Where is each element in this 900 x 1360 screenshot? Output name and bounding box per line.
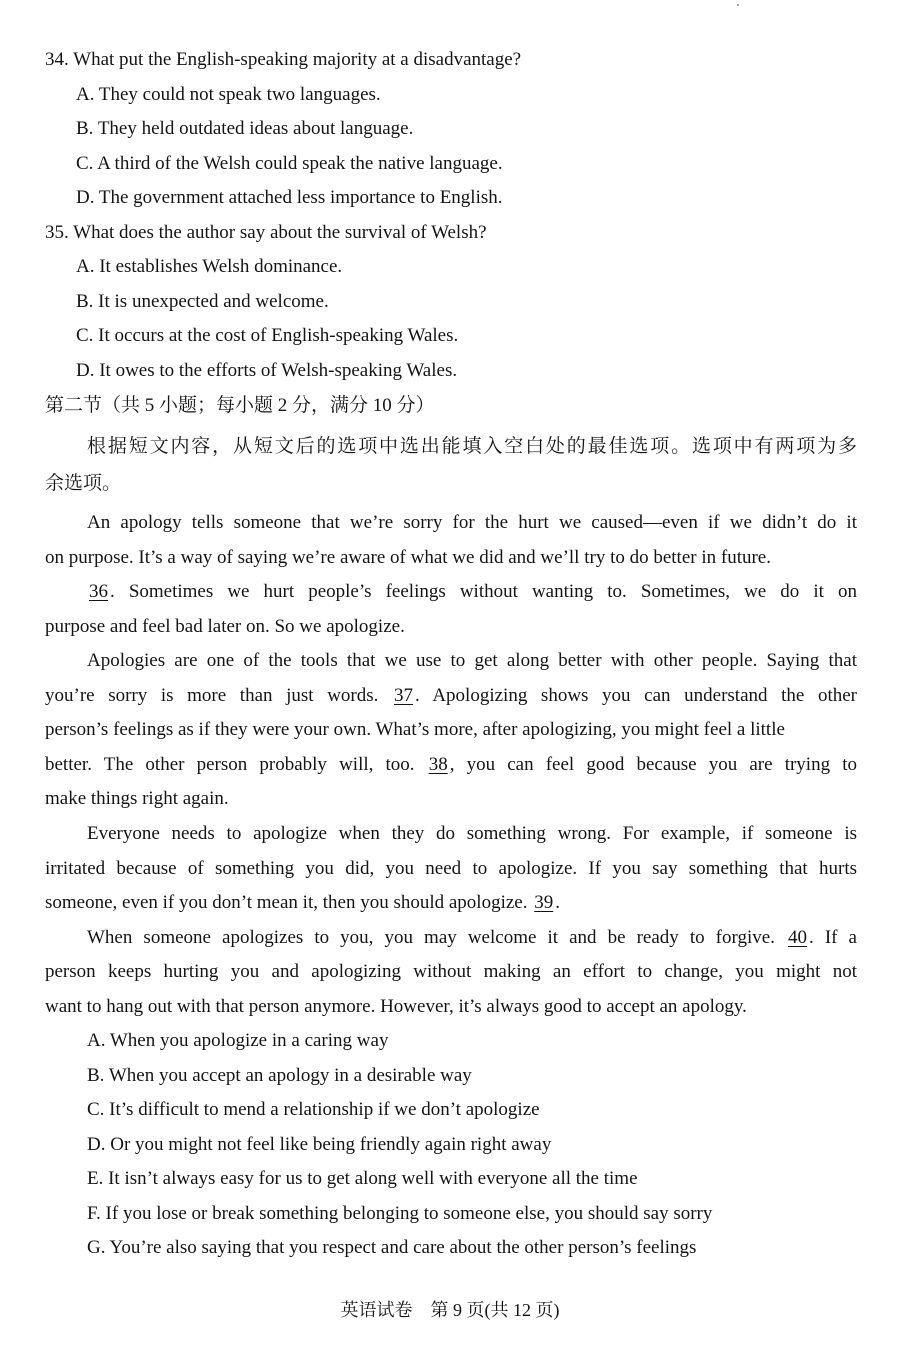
blank-37[interactable]: 37 — [394, 685, 414, 706]
section-2-instruction-line-2: 余选项。 — [45, 473, 122, 494]
choice-e: E. It isn’t always easy for us to get along well with everyone all the time — [87, 1168, 638, 1189]
passage-p3-line-2: you’re sorry is more than just words. 37 . Apologizing shows you can understand the other — [45, 685, 857, 706]
question-34-option-b: B. They held outdated ideas about language. — [76, 118, 414, 139]
scan-speck — [737, 4, 739, 6]
blank-38[interactable]: 38 — [428, 754, 448, 775]
passage-p4-line-3: someone, even if you don’t mean it, then you should apologize. 39 . — [45, 892, 560, 913]
passage-p4-line-1: Everyone needs to apologize when they do something wrong. For example, if someone is — [87, 823, 857, 844]
question-34-option-d: D. The government attached less importance to English. — [76, 187, 503, 208]
section-2-instruction-line-1: 根据短文内容，从短文后的选项中选出能填入空白处的最佳选项。选项中有两项为多 — [87, 436, 857, 457]
question-35-option-b: B. It is unexpected and welcome. — [76, 291, 329, 312]
question-34-option-a: A. They could not speak two languages. — [76, 84, 381, 105]
passage-p3-line-1: Apologies are one of the tools that we use to get along better with other people. Saying that — [87, 650, 857, 671]
section-2-title: 第二节（共 5 小题；每小题 2 分，满分 10 分） — [45, 395, 435, 416]
passage-p4-line-2: irritated because of something you did, you need to apologize. If you say something that hurts — [45, 858, 857, 879]
passage-p2-line-2: purpose and feel bad later on. So we apologize. — [45, 616, 405, 637]
question-35-option-a: A. It establishes Welsh dominance. — [76, 256, 343, 277]
choice-c: C. It’s difficult to mend a relationship if we don’t apologize — [87, 1099, 540, 1120]
passage-p5-line-2: person keeps hurting you and apologizing without making an effort to change, you might not — [45, 961, 857, 982]
passage-p1-line-1: An apology tells someone that we’re sorry for the hurt we caused—even if we didn’t do it — [87, 512, 857, 533]
question-35-option-c: C. It occurs at the cost of English-speaking Wales. — [76, 325, 459, 346]
page-footer: 英语试卷 第 9 页(共 12 页) — [340, 1300, 560, 1320]
passage-p2-line-1: 36 . Sometimes we hurt people’s feelings without wanting to. Sometimes, we do it on — [89, 581, 857, 602]
blank-39[interactable]: 39 — [534, 892, 554, 913]
choice-d: D. Or you might not feel like being friendly again right away — [87, 1134, 552, 1155]
passage-p5-line-3: want to hang out with that person anymore. However, it’s always good to accept an apology. — [45, 996, 747, 1017]
choice-f: F. If you lose or break something belonging to someone else, you should say sorry — [87, 1203, 713, 1224]
choice-a: A. When you apologize in a caring way — [87, 1030, 389, 1051]
passage-p5-line-1: When someone apologizes to you, you may welcome it and be ready to forgive. 40 . If a — [87, 927, 857, 948]
passage-p3-line-4: better. The other person probably will, too. 38 , you can feel good because you are trying to — [45, 754, 857, 775]
passage-p3-line-3: person’s feelings as if they were your own. What’s more, after apologizing, you might feel a little — [45, 719, 785, 740]
passage-p3-line-5: make things right again. — [45, 788, 229, 809]
blank-36[interactable]: 36 — [89, 581, 108, 602]
choice-g: G. You’re also saying that you respect and care about the other person’s feelings — [87, 1237, 697, 1258]
passage-p1-line-2: on purpose. It’s a way of saying we’re aware of what we did and we’ll try to do better in future. — [45, 547, 771, 568]
question-34-stem: 34. What put the English-speaking majority at a disadvantage? — [45, 49, 522, 70]
question-35-stem: 35. What does the author say about the survival of Welsh? — [45, 222, 487, 243]
question-34-option-c: C. A third of the Welsh could speak the native language. — [76, 153, 503, 174]
question-35-option-d: D. It owes to the efforts of Welsh-speaking Wales. — [76, 360, 458, 381]
blank-40[interactable]: 40 — [788, 927, 808, 948]
choice-b: B. When you accept an apology in a desirable way — [87, 1065, 472, 1086]
